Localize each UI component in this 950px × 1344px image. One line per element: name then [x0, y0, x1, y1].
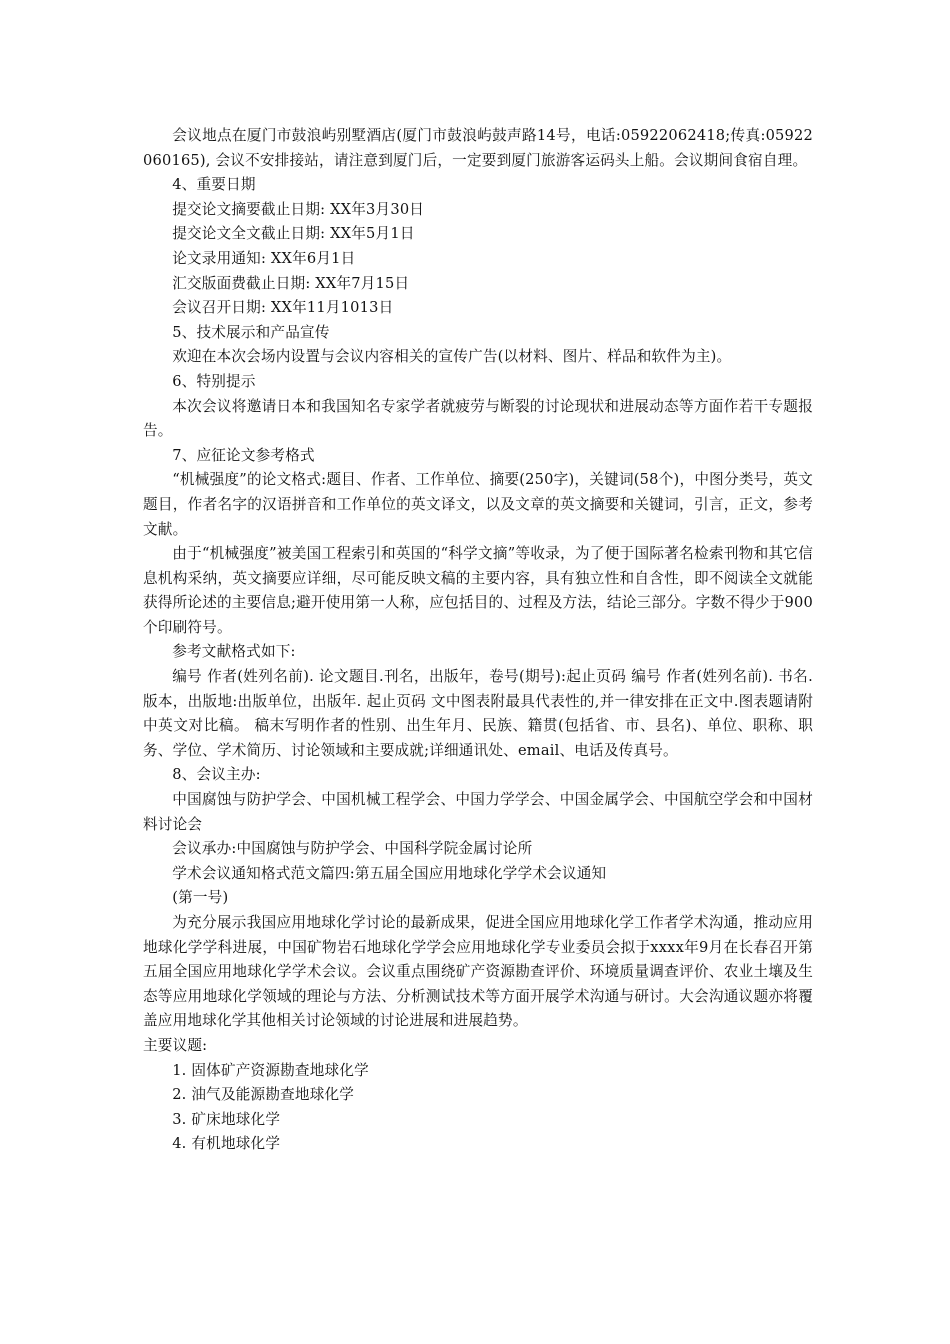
- paragraph-abstract-requirements: 由于“机械强度”被美国工程索引和英国的“科学文摘”等收录，为了便于国际著名检索刊物和其它信息机构采纳，英文摘要应详细，尽可能反映文稿的主要内容，具有独立性和自含性，即不阅读全文就能获得所论述的主要信息;避开使用第一人称，应包括目的、过程及方法，结论三部分。字数不得少于900个印刷符号。: [143, 545, 813, 636]
- date-fee-deadline: 汇交版面费截止日期: XX年7月15日: [172, 274, 410, 292]
- topic-item: 3. 矿床地球化学: [172, 1110, 281, 1128]
- date-abstract-deadline: 提交论文摘要截止日期: XX年3月30日: [172, 200, 425, 218]
- heading-organizers: 8、会议主办:: [172, 766, 261, 784]
- date-conference: 会议召开日期: XX年11月1013日: [172, 299, 394, 317]
- heading-special-notice: 6、特别提示: [172, 372, 256, 390]
- heading-exhibition: 5、技术展示和产品宣传: [172, 323, 330, 341]
- notice-number: (第一号): [172, 889, 229, 907]
- paragraph-paper-format: “机械强度”的论文格式:题目、作者、工作单位、摘要(250字)，关键词(58个)，中图分类号，英文题目，作者名字的汉语拼音和工作单位的英文译文，以及文章的英文摘要和关键词，引言，正文，参考文献。: [143, 471, 813, 538]
- heading-main-topics: 主要议题:: [143, 1036, 208, 1054]
- heading-paper-format: 7、应征论文参考格式: [172, 446, 315, 464]
- document-body: [143, 124, 813, 1157]
- date-acceptance-notice: 论文录用通知: XX年6月1日: [172, 249, 356, 267]
- topic-item: 2. 油气及能源勘查地球化学: [172, 1086, 355, 1104]
- heading-sample-four: 学术会议通知格式范文篇四:第五届全国应用地球化学学术会议通知: [172, 864, 607, 882]
- paragraph-venue: 会议地点在厦门市鼓浪屿别墅酒店(厦门市鼓浪屿鼓声路14号，电话:05922062418;传真:05922060165), 会议不安排接站，请注意到厦门后，一定要到厦门旅游客运码头上船。会议期间食宿自理。: [143, 127, 813, 169]
- paragraph-co-organizers: 会议承办:中国腐蚀与防护学会、中国科学院金属讨论所: [172, 840, 533, 858]
- paragraph-organizers: 中国腐蚀与防护学会、中国机械工程学会、中国力学学会、中国金属学会、中国航空学会和中国材料讨论会: [143, 791, 813, 833]
- paragraph-exhibition: 欢迎在本次会场内设置与会议内容相关的宣传广告(以材料、图片、样品和软件为主)。: [172, 348, 732, 366]
- topic-item: 4. 有机地球化学: [172, 1135, 281, 1153]
- date-fulltext-deadline: 提交论文全文截止日期: XX年5月1日: [172, 225, 415, 243]
- paragraph-geochemistry-intro: 为充分展示我国应用地球化学讨论的最新成果，促进全国应用地球化学工作者学术沟通，推动应用地球化学学科进展，中国矿物岩石地球化学学会应用地球化学专业委员会拟于xxxx年9月在长春召开第五届全国应用地球化学学术会议。会议重点围绕矿产资源勘查评价、环境质量调查评价、农业土壤及生态等应用地球化学领域的理论与方法、分析测试技术等方面开展学术沟通与研讨。大会沟通议题亦将覆盖应用地球化学其他相关讨论领域的讨论进展和进展趋势。: [143, 914, 813, 1030]
- heading-important-dates: 4、重要日期: [172, 176, 256, 194]
- paragraph-special-notice: 本次会议将邀请日本和我国知名专家学者就疲劳与断裂的讨论现状和进展动态等方面作若干专题报告。: [143, 397, 813, 440]
- paragraph-reference-format: 编号 作者(姓列名前). 论文题目.刊名，出版年，卷号(期号):起止页码 编号 作者(姓列名前). 书名.版本，出版地:出版单位，出版年. 起止页码 文中图表附最具代表性的,并一律安排在正文中.图表题请附中英文对比稿。 稿末写明作者的性别、出生年月、民族、籍贯(包括省、市、县名)、单位、职称、职务、学位、学术简历、讨论领域和主要成就;详细通讯处、email、电话及传真号。: [143, 668, 813, 759]
- heading-reference-format: 参考文献格式如下:: [172, 643, 296, 661]
- topic-item: 1. 固体矿产资源勘查地球化学: [172, 1061, 369, 1079]
